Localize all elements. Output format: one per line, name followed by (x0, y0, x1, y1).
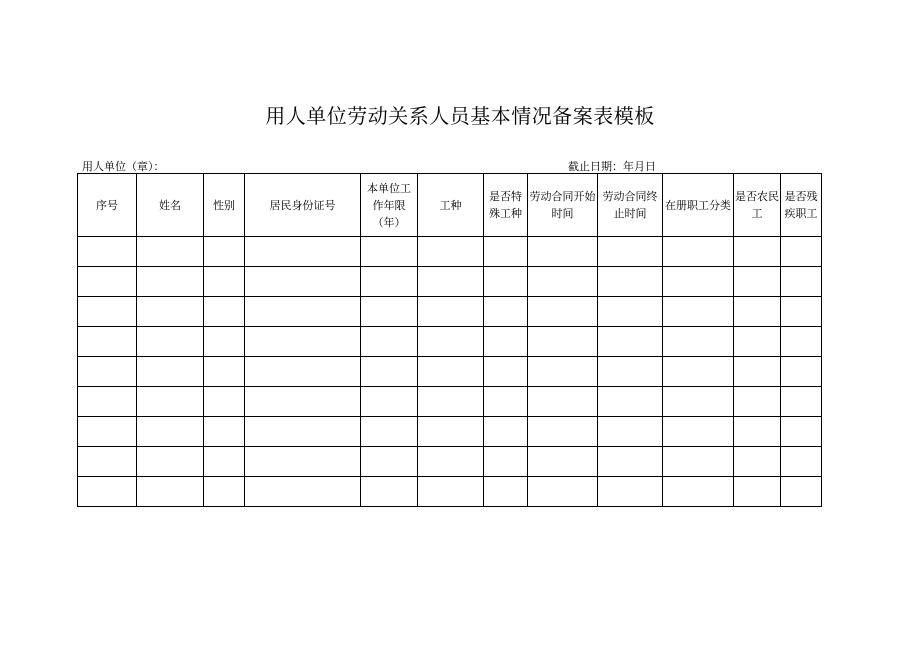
table-cell[interactable] (528, 417, 598, 447)
table-cell[interactable] (245, 237, 361, 267)
table-cell[interactable] (484, 267, 528, 297)
table-cell[interactable] (484, 297, 528, 327)
header-row (78, 174, 822, 237)
table-cell[interactable] (204, 477, 245, 507)
document-title: 用人单位劳动关系人员基本情况备案表模板 (265, 104, 655, 128)
table-cell[interactable] (528, 237, 598, 267)
table-cell[interactable] (598, 267, 663, 297)
table-cell[interactable] (663, 357, 734, 387)
table-cell[interactable] (528, 327, 598, 357)
table-cell[interactable] (528, 447, 598, 477)
table-cell[interactable] (663, 237, 734, 267)
table-cell[interactable] (137, 297, 204, 327)
table-cell[interactable] (418, 327, 484, 357)
table-cell[interactable] (137, 387, 204, 417)
table-cell[interactable] (245, 417, 361, 447)
table-cell[interactable] (418, 357, 484, 387)
table-row (78, 267, 822, 297)
table-cell[interactable] (78, 327, 137, 357)
table-cell[interactable] (734, 237, 781, 267)
table-cell[interactable] (418, 237, 484, 267)
table-cell[interactable] (734, 297, 781, 327)
table-cell[interactable] (734, 477, 781, 507)
table-row (78, 417, 822, 447)
table-cell[interactable] (204, 297, 245, 327)
registration-table (77, 173, 822, 507)
table-cell[interactable] (781, 477, 822, 507)
table-cell[interactable] (245, 297, 361, 327)
table-cell[interactable] (528, 267, 598, 297)
table-cell[interactable] (781, 447, 822, 477)
table-cell[interactable] (781, 327, 822, 357)
table-cell[interactable] (663, 267, 734, 297)
header-cell-disabled-worker: 是否残疾职工 (781, 174, 822, 237)
table-cell[interactable] (663, 327, 734, 357)
table-cell[interactable] (418, 417, 484, 447)
table-cell[interactable] (663, 297, 734, 327)
table-cell[interactable] (598, 327, 663, 357)
header-cell-contract-end: 劳动合同终止时间 (598, 174, 663, 237)
table-cell[interactable] (361, 417, 418, 447)
header-cell-migrant-worker: 是否农民工 (734, 174, 781, 237)
table-cell[interactable] (245, 387, 361, 417)
header-cell-index: 序号 (78, 174, 137, 237)
table-cell[interactable] (528, 477, 598, 507)
table-cell[interactable] (204, 417, 245, 447)
table-cell[interactable] (204, 447, 245, 477)
header-cell-special-job: 是否特殊工种 (484, 174, 528, 237)
table-cell[interactable] (663, 447, 734, 477)
table-cell[interactable] (484, 327, 528, 357)
table-cell[interactable] (78, 237, 137, 267)
table-cell[interactable] (137, 267, 204, 297)
table-row (78, 447, 822, 477)
table-cell[interactable] (734, 267, 781, 297)
table-cell[interactable] (137, 447, 204, 477)
table-cell[interactable] (484, 477, 528, 507)
table-cell[interactable] (361, 477, 418, 507)
table-cell[interactable] (245, 477, 361, 507)
table-cell[interactable] (528, 387, 598, 417)
table-cell[interactable] (204, 327, 245, 357)
table-cell[interactable] (78, 447, 137, 477)
table-body (78, 237, 822, 507)
table-cell[interactable] (245, 357, 361, 387)
table-cell[interactable] (418, 297, 484, 327)
table-cell[interactable] (781, 387, 822, 417)
table-cell[interactable] (484, 387, 528, 417)
table-cell[interactable] (528, 357, 598, 387)
table-cell[interactable] (361, 267, 418, 297)
table-cell[interactable] (418, 477, 484, 507)
table-cell[interactable] (204, 237, 245, 267)
table-cell[interactable] (663, 417, 734, 447)
table-cell[interactable] (663, 477, 734, 507)
table-row (78, 357, 822, 387)
table-cell[interactable] (361, 387, 418, 417)
table-cell[interactable] (78, 417, 137, 447)
table-cell[interactable] (245, 447, 361, 477)
table-cell[interactable] (598, 477, 663, 507)
table-cell[interactable] (361, 297, 418, 327)
table-cell[interactable] (781, 297, 822, 327)
table-cell[interactable] (528, 297, 598, 327)
table-cell[interactable] (598, 237, 663, 267)
table-cell[interactable] (598, 297, 663, 327)
table-cell[interactable] (734, 417, 781, 447)
table-cell[interactable] (361, 327, 418, 357)
table-cell[interactable] (245, 327, 361, 357)
table-cell[interactable] (598, 357, 663, 387)
table-cell[interactable] (204, 357, 245, 387)
table-cell[interactable] (781, 237, 822, 267)
header-cell-id-number: 居民身份证号 (245, 174, 361, 237)
table-cell[interactable] (204, 387, 245, 417)
table-cell[interactable] (663, 387, 734, 417)
header-cell-staff-category: 在册职工分类 (663, 174, 734, 237)
table-row (78, 297, 822, 327)
table-cell[interactable] (781, 357, 822, 387)
table-cell[interactable] (734, 357, 781, 387)
table-cell[interactable] (361, 447, 418, 477)
header-cell-contract-start: 劳动合同开始时间 (528, 174, 598, 237)
table-cell[interactable] (484, 417, 528, 447)
table-cell[interactable] (78, 267, 137, 297)
table-row (78, 477, 822, 507)
header-cell-years-of-service: 本单位工作年限（年） (361, 174, 418, 237)
table-cell[interactable] (781, 417, 822, 447)
table-cell[interactable] (418, 267, 484, 297)
employer-seal-label: 用人单位（章）： (82, 160, 165, 173)
table-cell[interactable] (137, 417, 204, 447)
table-cell[interactable] (78, 387, 137, 417)
table-cell[interactable] (781, 267, 822, 297)
table-cell[interactable] (484, 447, 528, 477)
table-cell[interactable] (598, 387, 663, 417)
table-cell[interactable] (78, 297, 137, 327)
table-cell[interactable] (137, 327, 204, 357)
table-cell[interactable] (78, 477, 137, 507)
table-cell[interactable] (78, 357, 137, 387)
table-cell[interactable] (361, 237, 418, 267)
table-row (78, 327, 822, 357)
table-cell[interactable] (484, 357, 528, 387)
header-cell-gender: 性别 (204, 174, 245, 237)
table-cell[interactable] (734, 447, 781, 477)
table-cell[interactable] (598, 417, 663, 447)
header-cell-job-type: 工种 (418, 174, 484, 237)
table-cell[interactable] (418, 447, 484, 477)
table-cell[interactable] (361, 357, 418, 387)
table-cell[interactable] (734, 327, 781, 357)
table-cell[interactable] (418, 387, 484, 417)
table-cell[interactable] (734, 387, 781, 417)
table-cell[interactable] (484, 237, 528, 267)
table-cell[interactable] (137, 237, 204, 267)
cutoff-date-label: 截止日期：年月日 (568, 160, 656, 173)
table-cell[interactable] (245, 267, 361, 297)
table-row (78, 387, 822, 417)
table-cell[interactable] (204, 267, 245, 297)
table-row (78, 237, 822, 267)
header-cell-name: 姓名 (137, 174, 204, 237)
table-cell[interactable] (137, 477, 204, 507)
table-cell[interactable] (598, 447, 663, 477)
table-cell[interactable] (137, 357, 204, 387)
